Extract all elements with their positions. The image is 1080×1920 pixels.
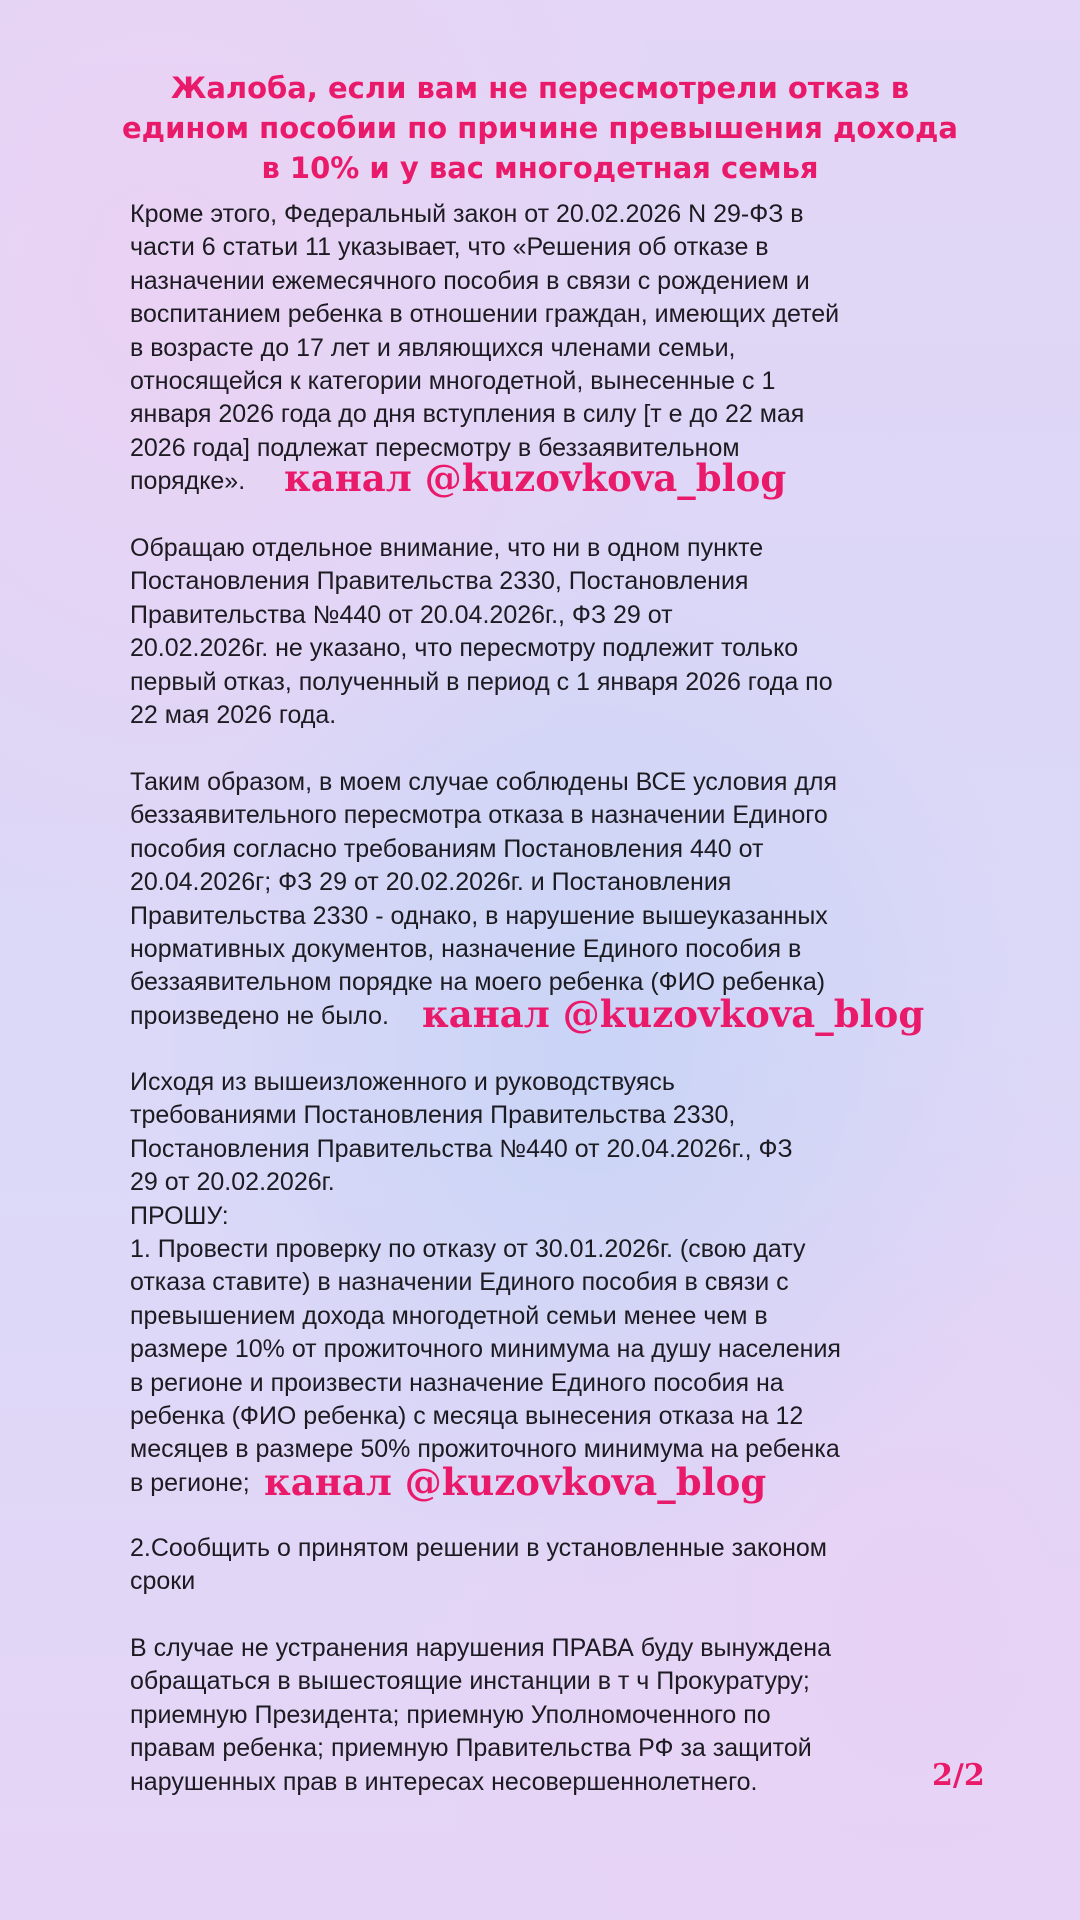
paragraph-notify: 2.Сообщить о принятом решении в установленные законом сроки — [130, 1534, 827, 1596]
page-indicator: 2/2 — [932, 1758, 985, 1793]
paragraph-consequences: В случае не устранения нарушения ПРАВА буду вынуждена обращаться в вышестоящие инстанции в т ч Прокуратуру; приемную Президента; приемную Уполномоченного по правам ребенка; приемную Правительства РФ за защитой нарушенных прав в интересах несовершеннолетнего. — [130, 1634, 831, 1796]
paragraph-request: Исходя из вышеизложенного и руководствуясь требованиями Постановления Правительства 2330, Постановления Правительства №440 от 20.04.2026г., ФЗ 29 от 20.02.2026г. ПРОШУ: 1. Провести проверку по отказу от 30.01.2026г. (свою дату отказа ставите) в назначении Единого пособия в связи с превышением дохода многодетной семьи менее чем в размере 10% от прожиточного минимума на душу населения в регионе и произвести назначение Единого пособия на ребенка (ФИО ребенка) с месяца вынесения отказа на 12 месяцев в размере 50% прожиточного минимума на ребенка в регионе; — [130, 1068, 841, 1497]
watermark-channel: канал @kuzovkova_blog — [284, 456, 787, 500]
paragraph-conditions: Таким образом, в моем случае соблюдены ВСЕ условия для беззаявительного пересмотра отказа в назначении Единого пособия согласно требованиям Постановления 440 от 20.04.2026г; ФЗ 29 от 20.02.2026г. и Постановления Правительства 2330 - однако, в нарушение вышеуказанных нормативных документов, назначение Единого пособия в беззаявительном порядке на моего ребенка (ФИО ребенка) произведено не было. — [130, 768, 838, 1030]
watermark-channel: канал @kuzovkova_blog — [264, 1460, 767, 1504]
page-title: Жалоба, если вам не пересмотрели отказ в едином пособии по причине превышения дохода в 10% и у вас многодетная семья — [122, 71, 958, 185]
watermark-channel: канал @kuzovkova_blog — [422, 992, 925, 1036]
paragraph-federal-law: Кроме этого, Федеральный закон от 20.02.2026 N 29-ФЗ в части 6 статьи 11 указывает, что «Решения об отказе в назначении ежемесячного пособия в связи с рождением и воспитанием ребенка в отношении граждан, имеющих детей в возрасте до 17 лет и являющихся членами семьи, относящейся к категории многодетной, вынесенные с 1 января 2026 года до дня вступления в силу [т е до 22 мая 2026 года] подлежат пересмотру в беззаявительном порядке». — [130, 200, 840, 496]
paragraph-attention: Обращаю отдельное внимание, что ни в одном пункте Постановления Правительства 2330, Постановления Правительства №440 от 20.04.2026г., ФЗ 29 от 20.02.2026г. не указано, что пересмотру подлежит только первый отказ, полученный в период с 1 января 2026 года по 22 мая 2026 года. — [130, 534, 833, 730]
